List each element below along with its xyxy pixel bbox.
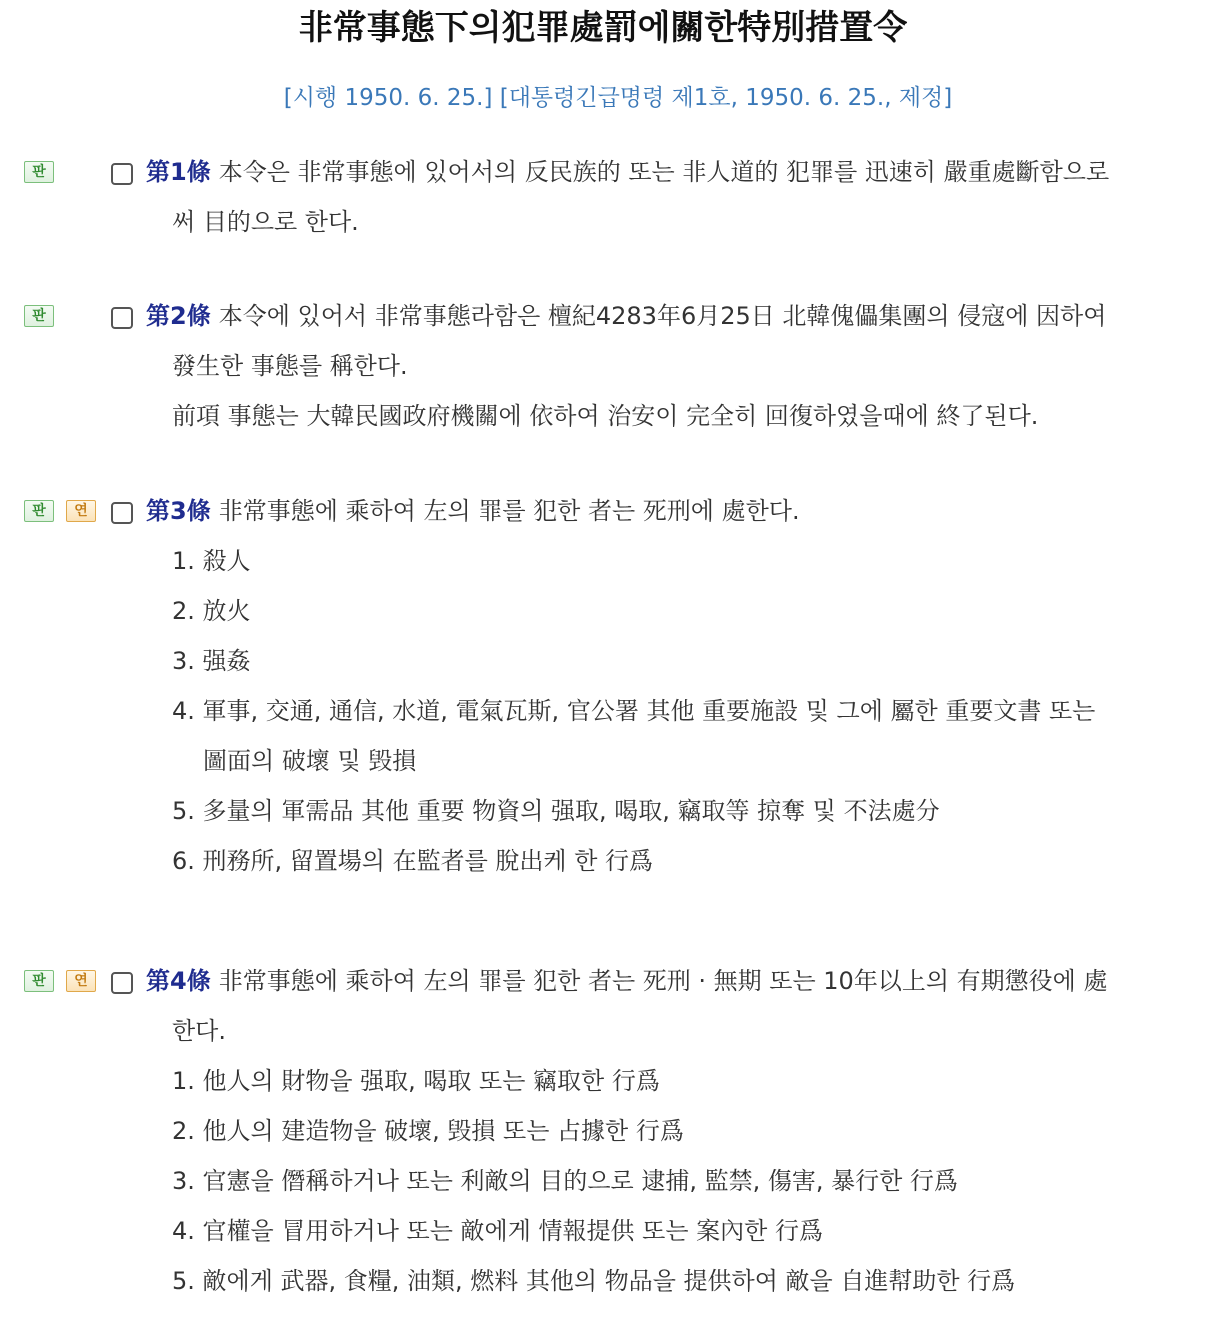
list-item: 3. 官憲을 僭稱하거나 또는 利敵의 目的으로 逮捕, 監禁, 傷害, 暴行한 行爲 — [172, 1167, 958, 1195]
article-text-line: 써 目的으로 한다. — [172, 208, 359, 236]
article-number[interactable]: 第3條 — [146, 497, 211, 525]
list-item: 1. 殺人 — [172, 547, 251, 575]
article-text-line — [146, 300, 1106, 332]
list-item: 4. 官權을 冒用하거나 또는 敵에게 情報提供 또는 案內한 行爲 — [172, 1217, 823, 1245]
list-item: 2. 放火 — [172, 597, 251, 625]
article-text-line: 發生한 事態를 稱한다. — [172, 352, 408, 380]
list-item: 5. 敵에게 武器, 食糧, 油類, 燃料 其他의 物品을 提供하여 敵을 自進幇助한 行爲 — [172, 1267, 1016, 1295]
article-text: 本令은 非常事態에 있어서의 反民族的 또는 非人道的 犯罪를 迅速히 嚴重處斷함으로 — [218, 158, 1110, 186]
article-text: 非常事態에 乘하여 左의 罪를 犯한 者는 死刑에 處한다. — [218, 497, 800, 525]
article-checkbox[interactable] — [111, 163, 133, 185]
article-text-line — [146, 965, 1107, 997]
precedent-badge[interactable]: 판 — [24, 970, 54, 992]
list-item: 2. 他人의 建造物을 破壞, 毁損 또는 占據한 行爲 — [172, 1117, 684, 1145]
list-item: 1. 他人의 財物을 强取, 喝取 또는 竊取한 行爲 — [172, 1067, 660, 1095]
article-number[interactable]: 第4條 — [146, 967, 211, 995]
article-text-line — [146, 495, 800, 527]
article-text: 本令에 있어서 非常事態라함은 檀紀4283年6月25日 北韓傀儡集團의 侵寇에 因하여 — [218, 302, 1107, 330]
article-text-line: 前項 事態는 大韓民國政府機關에 依하여 治安이 完全히 回復하였을때에 終了된다. — [172, 402, 1039, 430]
list-item: 6. 刑務所, 留置場의 在監者를 脫出케 한 行爲 — [172, 847, 654, 875]
article-checkbox[interactable] — [111, 502, 133, 524]
article-number[interactable]: 第1條 — [146, 158, 211, 186]
list-item: 4. 軍事, 交通, 通信, 水道, 電氣瓦斯, 官公署 其他 重要施設 및 그에 屬한 重要文書 또는 — [172, 697, 1096, 725]
list-item-continuation: 圖面의 破壞 및 毁損 — [203, 747, 417, 775]
history-badge[interactable]: 연 — [66, 500, 96, 522]
history-badge[interactable]: 연 — [66, 970, 96, 992]
article-text-line: 한다. — [172, 1017, 226, 1045]
precedent-badge[interactable]: 판 — [24, 161, 54, 183]
article-number[interactable]: 第2條 — [146, 302, 211, 330]
list-item: 5. 多量의 軍需品 其他 重要 物資의 强取, 喝取, 竊取等 掠奪 및 不法處分 — [172, 797, 940, 825]
article-text: 非常事態에 乘하여 左의 罪를 犯한 者는 死刑 · 無期 또는 10年以上의 有期懲役에 處 — [218, 967, 1108, 995]
article-text-line — [146, 156, 1109, 188]
article-checkbox[interactable] — [111, 307, 133, 329]
precedent-badge[interactable]: 판 — [24, 500, 54, 522]
enforcement-info: [시행 1950. 6. 25.] [대통령긴급명령 제1호, 1950. 6. 25., 제정] — [283, 85, 953, 111]
article-checkbox[interactable] — [111, 972, 133, 994]
law-title: 非常事態下의犯罪處罰에關한特別措置令 — [298, 8, 908, 48]
list-item: 3. 强姦 — [172, 647, 251, 675]
precedent-badge[interactable]: 판 — [24, 305, 54, 327]
